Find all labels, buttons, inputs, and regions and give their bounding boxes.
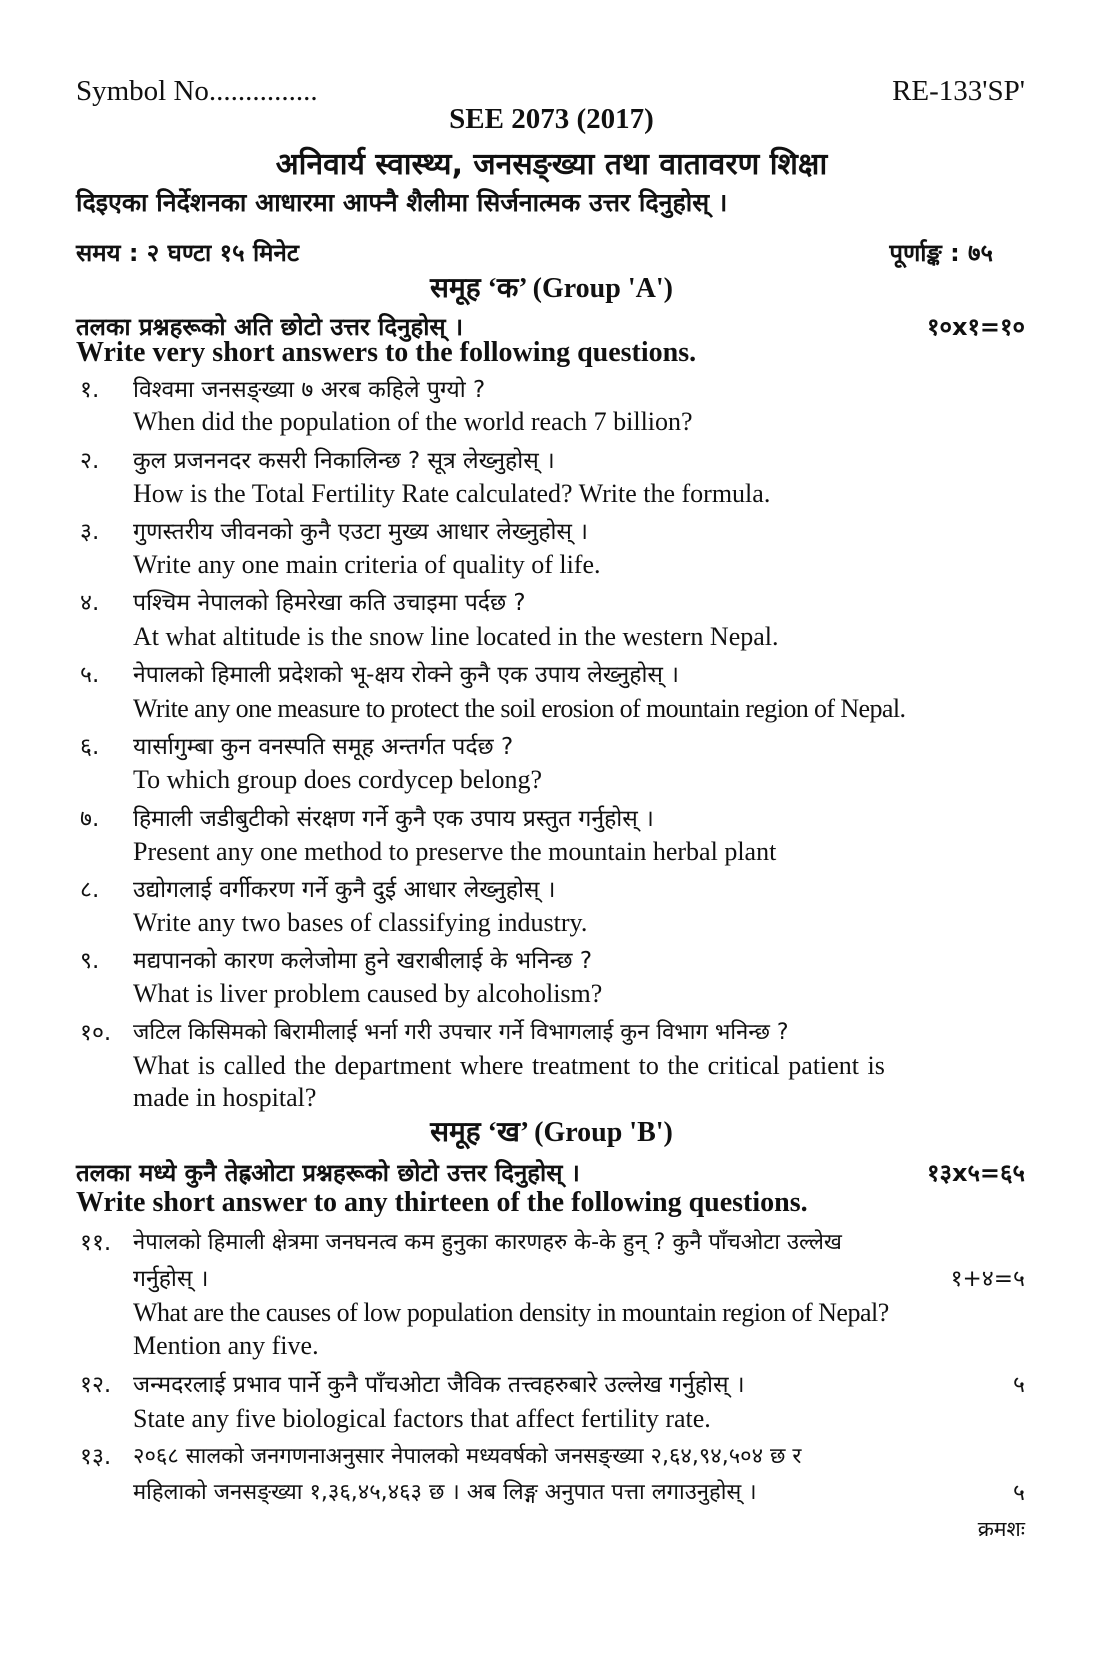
question-number: २. bbox=[80, 448, 100, 474]
group-a-instruction-en: Write very short answers to the following questions. bbox=[76, 337, 697, 368]
question-marks: १+४=५ bbox=[950, 1266, 1025, 1292]
question-text-en-cont: made in hospital? bbox=[133, 1083, 317, 1112]
question-text-np: नेपालको हिमाली प्रदेशको भू-क्षय रोक्ने कुनै एक उपाय लेख्नुहोस् । bbox=[133, 662, 680, 688]
paper-code: RE-133'SP' bbox=[892, 75, 1025, 107]
question-text-np: यार्सागुम्बा कुन वनस्पति समूह अन्तर्गत पर्दछ ? bbox=[133, 734, 514, 760]
question-text-en: When did the population of the world reach 7 billion? bbox=[133, 407, 693, 436]
question-text-en-cont: Mention any five. bbox=[133, 1331, 319, 1360]
question-marks: ५ bbox=[1013, 1372, 1025, 1398]
group-b-instruction-en: Write short answer to any thirteen of the following questions. bbox=[76, 1187, 808, 1218]
question-number: ९. bbox=[80, 948, 100, 974]
question-text-np: पश्चिम नेपालको हिमरेखा कति उचाइमा पर्दछ ? bbox=[133, 590, 526, 616]
question-text-en: At what altitude is the snow line located in the western Nepal. bbox=[133, 622, 779, 651]
question-text-np: मद्यपानको कारण कलेजोमा हुने खराबीलाई के भनिन्छ ? bbox=[133, 948, 593, 974]
full-marks: पूर्णाङ्क : ७५ bbox=[889, 239, 993, 267]
question-number: ८. bbox=[80, 877, 100, 903]
question-text-en: Present any one method to preserve the mountain herbal plant bbox=[133, 837, 777, 866]
question-text-en: To which group does cordycep belong? bbox=[133, 765, 543, 794]
question-text-np: कुल प्रजननदर कसरी निकालिन्छ ? सूत्र लेख्नुहोस् । bbox=[133, 448, 555, 474]
question-text-np: उद्योगलाई वर्गीकरण गर्ने कुनै दुई आधार लेख्नुहोस् । bbox=[133, 877, 556, 903]
question-text-en: Write any two bases of classifying industry. bbox=[133, 908, 588, 937]
question-text-en: State any five biological factors that affect fertility rate. bbox=[133, 1404, 711, 1433]
question-text-np: गुणस्तरीय जीवनको कुनै एउटा मुख्य आधार लेख्नुहोस् । bbox=[133, 519, 588, 545]
subject-title: अनिवार्य स्वास्थ्य, जनसङ्ख्या तथा वातावरण शिक्षा bbox=[275, 147, 828, 182]
question-text-en: What is liver problem caused by alcoholism? bbox=[133, 979, 603, 1008]
question-text-np: जटिल किसिमको बिरामीलाई भर्ना गरी उपचार गर्ने विभागलाई कुन विभाग भनिन्छ ? bbox=[133, 1020, 789, 1045]
question-number: १. bbox=[80, 377, 100, 403]
question-text-np: जन्मदरलाई प्रभाव पार्ने कुनै पाँचओटा जैविक तत्त्वहरुबारे उल्लेख गर्नुहोस् । bbox=[133, 1372, 745, 1398]
group-a-marks: १०x१=१० bbox=[927, 313, 1025, 341]
group-b-marks: १३x५=६५ bbox=[927, 1159, 1025, 1187]
question-number: ११. bbox=[80, 1230, 112, 1256]
question-text-en: What are the causes of low population density in mountain region of Nepal? bbox=[133, 1298, 889, 1327]
question-number: ७. bbox=[80, 806, 100, 832]
question-number: ५. bbox=[80, 662, 100, 688]
question-text-en: What is called the department where treatment to the critical patient is bbox=[133, 1051, 885, 1080]
question-text-en: How is the Total Fertility Rate calculated? Write the formula. bbox=[133, 479, 771, 508]
question-text-en: Write any one measure to protect the soil erosion of mountain region of Nepal. bbox=[133, 694, 906, 723]
question-text-np-cont: महिलाको जनसङ्ख्या १,३६,४५,४६३ छ । अब लिङ्ग अनुपात पत्ता लगाउनुहोस् । bbox=[133, 1480, 757, 1505]
group-a-title: समूह ‘क’ (Group 'A') bbox=[430, 273, 673, 304]
question-text-np: २०६८ सालको जनगणनाअनुसार नेपालको मध्यवर्षको जनसङ्ख्या २,६४,९४,५०४ छ र bbox=[133, 1444, 802, 1469]
question-number: १२. bbox=[80, 1372, 112, 1398]
question-marks: ५ bbox=[1013, 1480, 1025, 1506]
question-text-np: हिमाली जडीबुटीको संरक्षण गर्ने कुनै एक उपाय प्रस्तुत गर्नुहोस् । bbox=[133, 806, 654, 832]
question-number: ४. bbox=[80, 590, 100, 616]
general-instruction: दिइएका निर्देशनका आधारमा आफ्नै शैलीमा सिर्जनात्मक उत्तर दिनुहोस् । bbox=[76, 188, 728, 217]
group-b-instruction-np: तलका मध्ये कुनै तेह्रओटा प्रश्नहरूको छोटो उत्तर दिनुहोस् । bbox=[76, 1159, 580, 1187]
question-text-np: नेपालको हिमाली क्षेत्रमा जनघनत्व कम हुनुका कारणहरु के-के हुन् ? कुनै पाँचओटा उल्लेख bbox=[133, 1230, 842, 1255]
symbol-number: Symbol No............... bbox=[76, 75, 318, 107]
exam-title: SEE 2073 (2017) bbox=[449, 103, 654, 135]
question-number: ६. bbox=[80, 734, 100, 760]
question-number: ३. bbox=[80, 519, 100, 545]
time-allowed: समय : २ घण्टा १५ मिनेट bbox=[76, 239, 299, 267]
group-b-title: समूह ‘ख’ (Group 'B') bbox=[430, 1117, 673, 1148]
question-text-np: विश्वमा जनसङ्ख्या ७ अरब कहिले पुग्यो ? bbox=[133, 377, 486, 403]
group-a-instruction-np: तलका प्रश्नहरूको अति छोटो उत्तर दिनुहोस् । bbox=[76, 313, 464, 341]
continued-note: क्रमशः bbox=[977, 1517, 1025, 1541]
question-text-np-cont: गर्नुहोस् । bbox=[133, 1266, 209, 1292]
question-number: १३. bbox=[80, 1444, 112, 1470]
question-text-en: Write any one main criteria of quality of life. bbox=[133, 550, 601, 579]
question-number: १०. bbox=[80, 1020, 112, 1046]
